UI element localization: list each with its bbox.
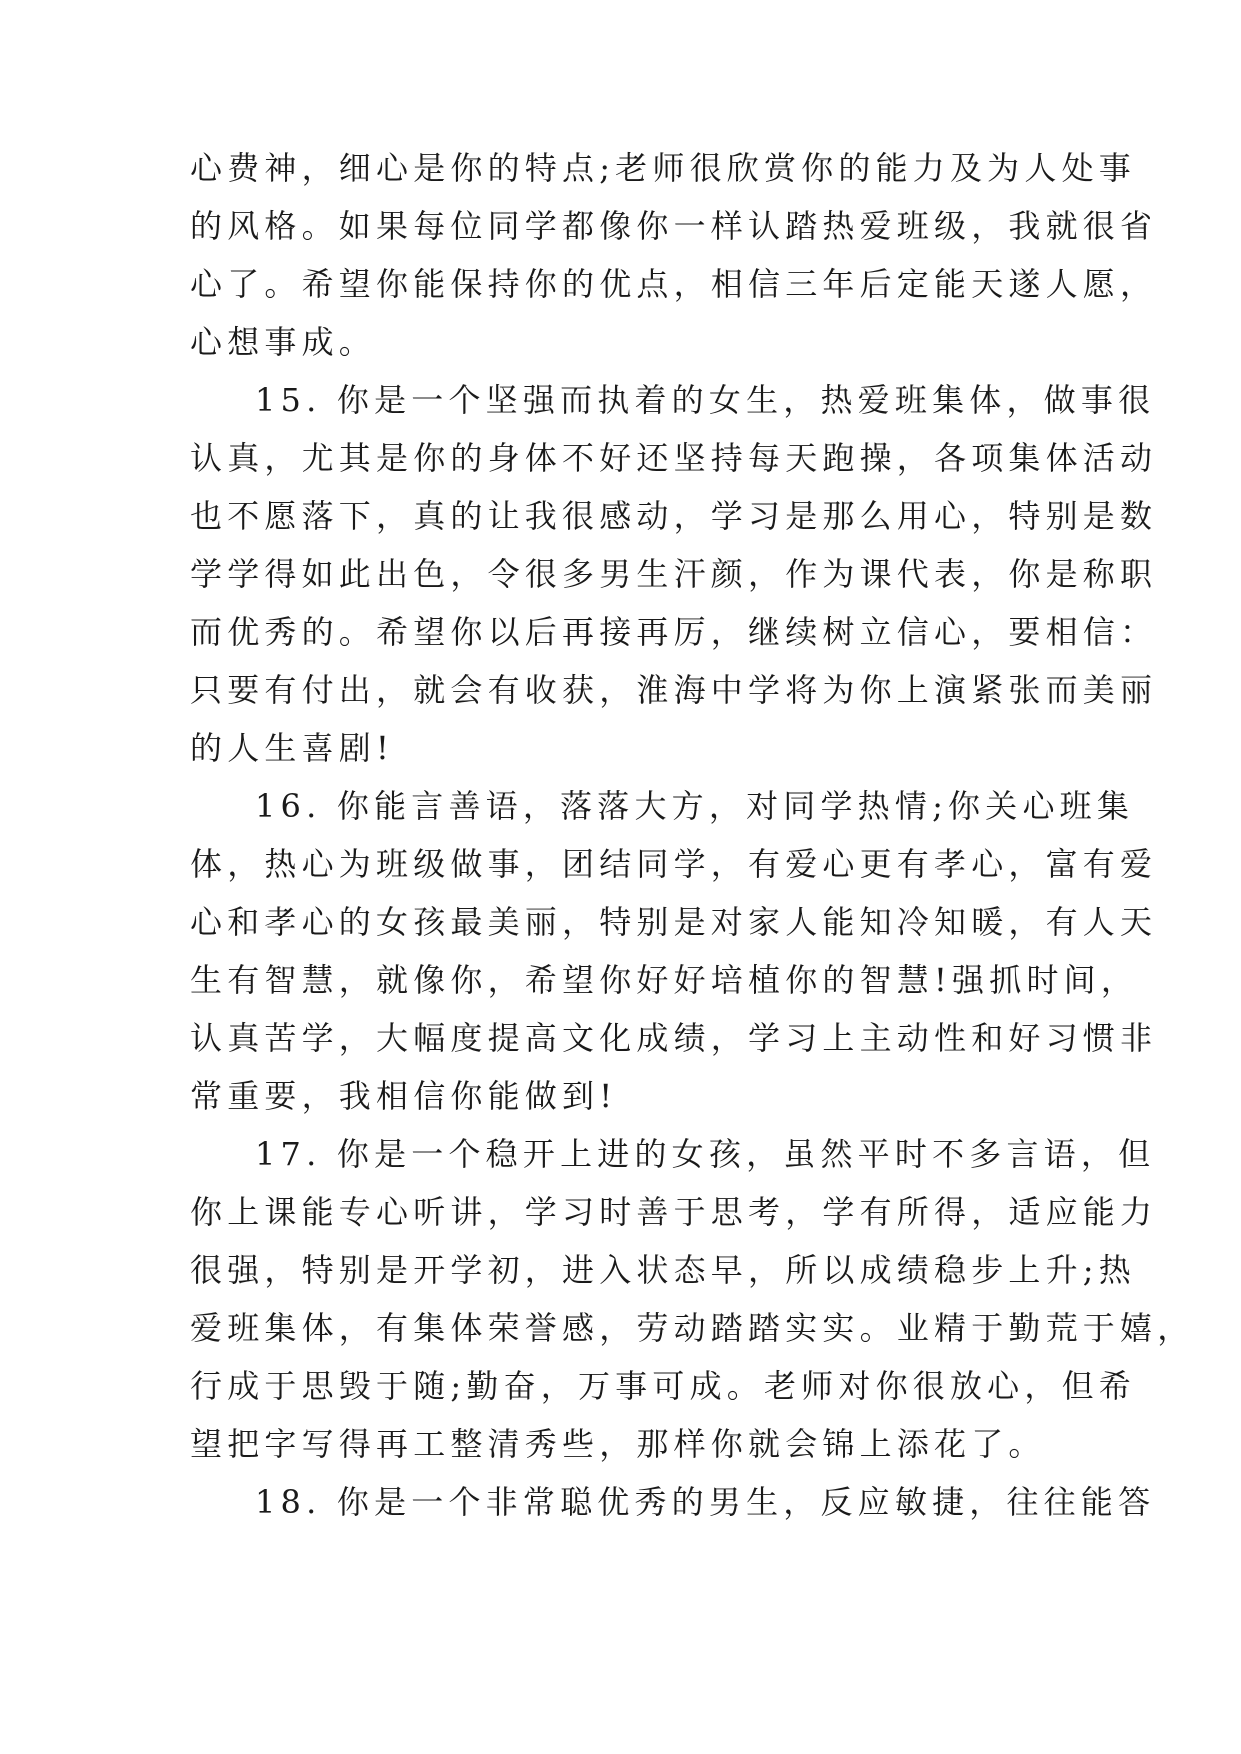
text-line: 心想事成。 <box>190 323 377 361</box>
text-line: 生有智慧，就像你，希望你好好培植你的智慧!强抓时间， <box>190 961 1139 999</box>
text-line: 心和孝心的女孩最美丽，特别是对家人能知冷知暖，有人天 <box>190 903 1158 941</box>
text-line: 心了。希望你能保持你的优点，相信三年后定能天遂人愿， <box>190 265 1158 303</box>
text-line: 爱班集体，有集体荣誉感，劳动踏踏实实。业精于勤荒于嬉， <box>190 1309 1195 1347</box>
text-line: 认真，尤其是你的身体不好还坚持每天跑操，各项集体活动 <box>190 439 1158 477</box>
text-line: 而优秀的。希望你以后再接再厉，继续树立信心，要相信： <box>190 613 1158 651</box>
text-line: 常重要，我相信你能做到! <box>190 1077 618 1115</box>
paragraph-start-15: 15. 你是一个坚强而执着的女生，热爱班集体，做事很 <box>255 381 1156 419</box>
text-line: 望把字写得再工整清秀些，那样你就会锦上添花了。 <box>190 1425 1046 1463</box>
paragraph-start-18: 18. 你是一个非常聪优秀的男生，反应敏捷，往往能答 <box>255 1483 1156 1521</box>
text-line: 你上课能专心听讲，学习时善于思考，学有所得，适应能力 <box>190 1193 1158 1231</box>
text-line: 体，热心为班级做事，团结同学，有爱心更有孝心，富有爱 <box>190 845 1158 883</box>
text-line: 心费神，细心是你的特点;老师很欣赏你的能力及为人处事 <box>190 149 1136 187</box>
text-line: 很强，特别是开学初，进入状态早，所以成绩稳步上升;热 <box>190 1251 1136 1289</box>
text-line: 学学得如此出色，令很多男生汗颜，作为课代表，你是称职 <box>190 555 1158 593</box>
text-line: 也不愿落下，真的让我很感动，学习是那么用心，特别是数 <box>190 497 1158 535</box>
paragraph-start-17: 17. 你是一个稳开上进的女孩，虽然平时不多言语，但 <box>255 1135 1156 1173</box>
paragraph-start-16: 16. 你能言善语，落落大方，对同学热情;你关心班集 <box>255 787 1135 825</box>
text-line: 行成于思毁于随;勤奋，万事可成。老师对你很放心，但希 <box>190 1367 1136 1405</box>
text-line: 只要有付出，就会有收获，淮海中学将为你上演紧张而美丽 <box>190 671 1158 709</box>
text-line: 的风格。如果每位同学都像你一样认踏热爱班级，我就很省 <box>190 207 1158 245</box>
text-line: 的人生喜剧! <box>190 729 395 767</box>
text-line: 认真苦学，大幅度提高文化成绩，学习上主动性和好习惯非 <box>190 1019 1158 1057</box>
